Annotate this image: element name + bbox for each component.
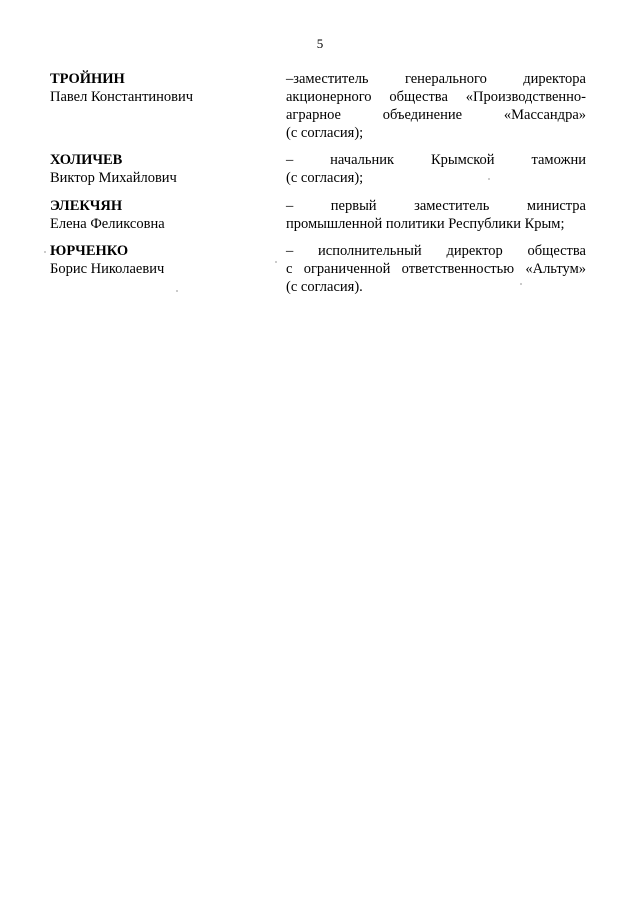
role-line: –заместитель генерального директора xyxy=(286,71,586,87)
role-line: с ограниченной ответственностью «Альтум» xyxy=(286,261,586,277)
member-given-names: Виктор Михайлович xyxy=(50,170,177,186)
role-line: промышленной политики Республики Крым; xyxy=(286,216,565,232)
member-surname: ЭЛЕКЧЯН xyxy=(50,198,123,214)
member-given-names: Павел Константинович xyxy=(50,89,194,105)
scan-speck xyxy=(488,178,490,180)
member-surname: ЮРЧЕНКО xyxy=(50,243,129,259)
role-line: – начальник Крымской таможни xyxy=(286,152,586,168)
role-line: (с согласия); xyxy=(286,170,364,186)
page-number: 5 xyxy=(316,36,324,51)
role-line: – первый заместитель министра xyxy=(286,198,586,214)
scan-speck xyxy=(176,290,178,292)
role-line: акционерного общества «Производственно- xyxy=(286,89,586,105)
role-line: (с согласия); xyxy=(286,125,364,141)
member-given-names: Елена Феликсовна xyxy=(50,216,165,232)
scan-speck xyxy=(275,261,277,263)
member-surname: ХОЛИЧЕВ xyxy=(50,152,123,168)
role-line: – исполнительный директор общества xyxy=(286,243,586,259)
member-role xyxy=(286,242,586,296)
member-given-names: Борис Николаевич xyxy=(50,261,165,277)
member-name-block xyxy=(50,242,270,278)
member-name-block xyxy=(50,151,270,187)
member-name-block xyxy=(50,197,270,233)
member-role xyxy=(286,151,586,187)
scan-speck xyxy=(44,251,46,253)
member-role xyxy=(286,70,586,142)
member-role xyxy=(286,197,586,233)
role-line: (с согласия). xyxy=(286,279,363,295)
scan-speck xyxy=(520,283,522,285)
member-name-block xyxy=(50,70,270,106)
role-line: аграрное объединение «Массандра» xyxy=(286,107,586,123)
member-surname: ТРОЙНИН xyxy=(50,71,125,87)
